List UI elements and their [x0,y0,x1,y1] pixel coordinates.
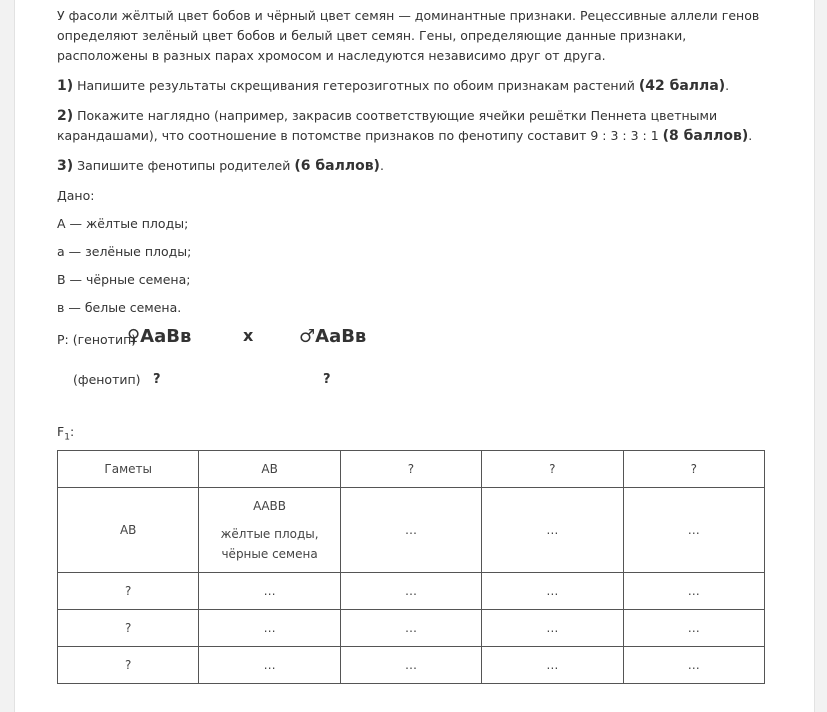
task-points: (6 баллов) [294,158,380,174]
task-text: Запишите фенотипы родителей [77,158,295,173]
given-line: а — зелёные плоды; [57,244,192,259]
table-cell: … [623,573,764,610]
task-2 [57,106,777,146]
document-content [57,6,777,684]
task-tail: . [748,128,753,143]
offspring-cell [199,488,340,573]
table-cell: … [340,610,481,647]
f1-label: $F_1$: [57,424,75,443]
task-tail: . [379,158,384,173]
task-text: Напишите результаты скрещивания гетерозиготных по обоим признакам растений [77,78,639,93]
given-line: в — белые семена. [57,300,182,315]
punnett-square [57,450,765,684]
female-genotype: ♀АаВв [127,326,192,347]
table-cell: … [623,647,764,684]
task-1 [57,76,777,96]
cross-symbol: х [243,326,254,345]
task-tail: . [725,78,730,93]
table-cell: … [340,647,481,684]
task-text: Покажите наглядно (например, закрасив соответствующие ячейки решётки Пеннета цветными карандашами), что соотношение в потомстве признаков по фенотипу составит 9 : 3 : 3 : 1 [57,108,718,143]
gamete-cell: АВ [58,488,199,573]
given-line: А — жёлтые плоды; [57,216,189,231]
table-cell: … [482,488,623,573]
male-genotype: ♂АаВв [299,326,367,347]
table-cell: … [482,610,623,647]
parent-cross-genotype [57,326,777,370]
table-cell: … [199,610,340,647]
header-cell: ? [623,451,764,488]
gamete-cell: ? [58,647,199,684]
task-number: 2) [57,108,74,124]
table-row [58,488,765,573]
task-number: 1) [57,78,74,94]
table-header-row [58,451,765,488]
offspring-phenotype: жёлтые плоды, чёрные семена [220,527,319,561]
table-cell: … [199,647,340,684]
table-cell: … [482,573,623,610]
genotype-label: Р: (генотип) [57,332,137,347]
table-cell: … [623,610,764,647]
table-row [58,647,765,684]
table-cell: … [199,573,340,610]
offspring-genotype: ААВВ [253,499,287,513]
given-line: В — чёрные семена; [57,272,191,287]
table-row [58,610,765,647]
header-cell: АВ [199,451,340,488]
header-cell: ? [482,451,623,488]
document-page [14,0,815,712]
gamete-cell: ? [58,573,199,610]
table-cell: … [623,488,764,573]
task-3 [57,156,777,176]
table-cell: … [340,488,481,573]
task-number: 3) [57,158,74,174]
problem-intro: У фасоли жёлтый цвет бобов и чёрный цвет семян — доминантные признаки. Рецессивные аллели генов определяют зелёный цвет бобов и белый цвет семян. Гены, определяющие данные признаки, расположены в разных парах хромосом и наследуются независимо друг от друга. [57,8,760,63]
phenotype-label: (фенотип) [73,372,141,387]
header-cell: ? [340,451,481,488]
male-phenotype: ? [323,372,331,387]
female-phenotype: ? [153,372,161,387]
table-cell: … [482,647,623,684]
header-cell: Гаметы [58,451,199,488]
task-points: (42 балла) [638,78,726,94]
table-cell: … [340,573,481,610]
given-title: Дано: [57,188,95,203]
task-points: (8 баллов) [662,128,749,144]
gamete-cell: ? [58,610,199,647]
parent-cross-phenotype [57,370,777,420]
table-row [58,573,765,610]
